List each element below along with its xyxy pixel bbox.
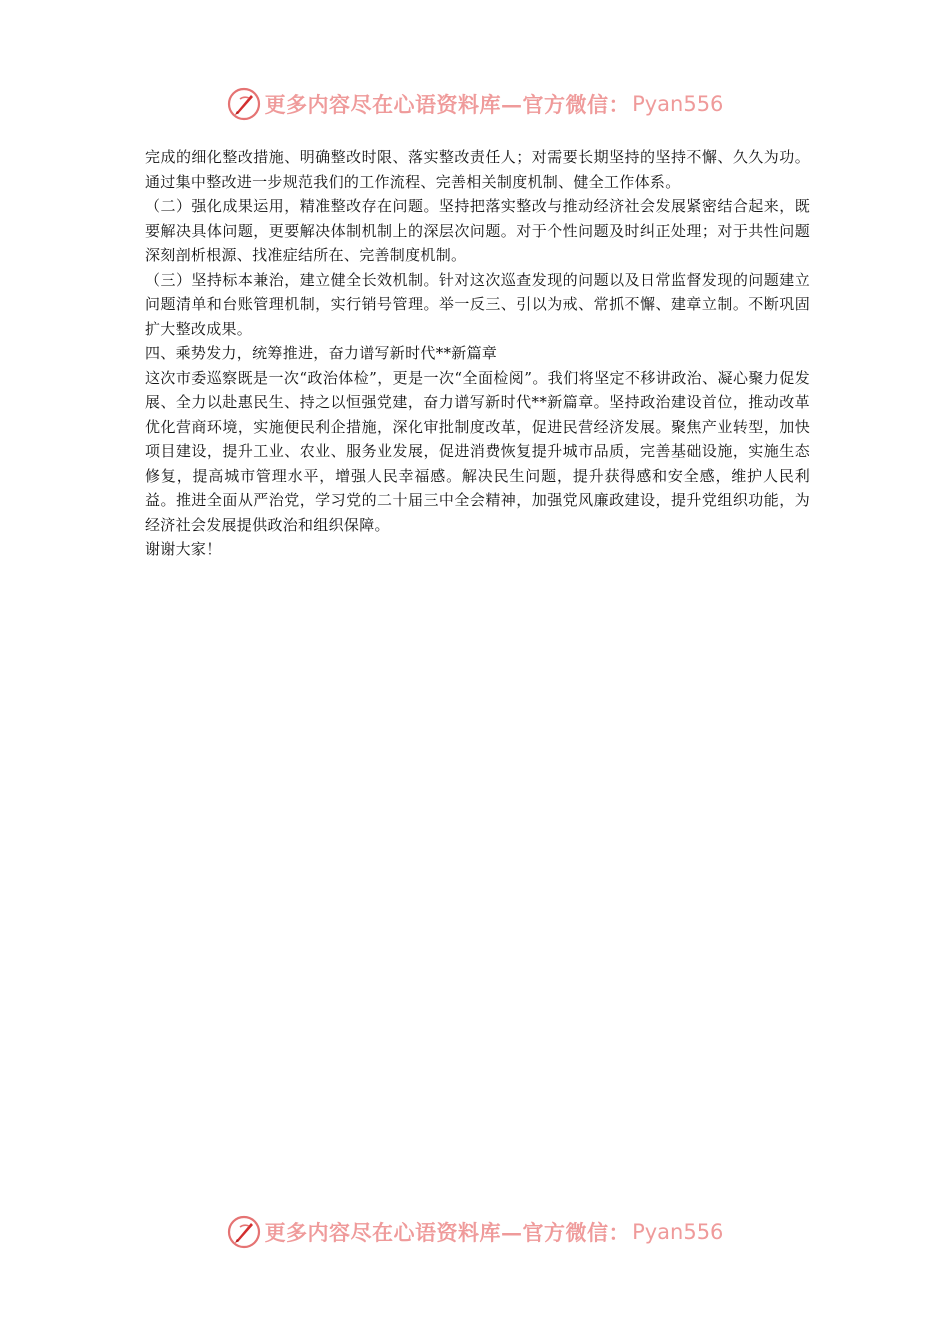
section-heading-four: 四、乘势发力，统筹推进，奋力谱写新时代**新篇章 <box>145 344 498 362</box>
header-watermark <box>0 82 950 126</box>
paragraph-section-two: （二）强化成果运用，精准整改存在问题。坚持把落实整改与推动经济社会发展紧密结合起来，既要解决具体问题，更要解决体制机制上的深层次问题。对于个性问题及时纠正处理；对于共性问题深刻剖析根源、找准症结所在、完善制度机制。 <box>145 197 810 264</box>
paragraph-rectification-measures: 完成的细化整改措施、明确整改时限、落实整改责任人；对需要长期坚持的坚持不懈、久久为功。通过集中整改进一步规范我们的工作流程、完善相关制度机制、健全工作体系。 <box>145 148 810 191</box>
footer-watermark <box>0 1210 950 1254</box>
document-body <box>145 145 810 562</box>
watermark-text: 更多内容尽在心语资料库—官方微信： <box>264 92 631 117</box>
quill-pen-logo-icon <box>227 87 261 121</box>
watermark-handle: Pyan556 <box>632 1220 724 1244</box>
watermark-handle: Pyan556 <box>632 92 724 116</box>
watermark-text: 更多内容尽在心语资料库—官方微信： <box>264 1220 631 1245</box>
quill-pen-logo-icon <box>227 1215 261 1249</box>
paragraph-section-three: （三）坚持标本兼治，建立健全长效机制。针对这次巡查发现的问题以及日常监督发现的问题建立问题清单和台账管理机制，实行销号管理。举一反三、引以为戒、常抓不懈、建章立制。不断巩固扩大整改成果。 <box>145 270 810 338</box>
paragraph-inspection-summary: 这次市委巡察既是一次“政治体检”，更是一次“全面检阅”。我们将坚定不移讲政治、凝心聚力促发展、全力以赴惠民生、持之以恒强党建，奋力谱写新时代**新篇章。坚持政治建设首位，推动改革优化营商环境，实施便民利企措施，深化审批制度改革，促进民营经济发展。聚焦产业转型，加快项目建设，提升工业、农业、服务业发展，促进消费恢复提升城市品质，完善基础设施，实施生态修复，提高城市管理水平，增强人民幸福感。解决民生问题，提升获得感和安全感，维护人民利益。推进全面从严治党，学习党的二十届三中全会精神，加强党风廉政建设，提升党组织功能，为经济社会发展提供政治和组织保障。 <box>145 368 810 534</box>
closing-thanks: 谢谢大家！ <box>145 540 222 558</box>
